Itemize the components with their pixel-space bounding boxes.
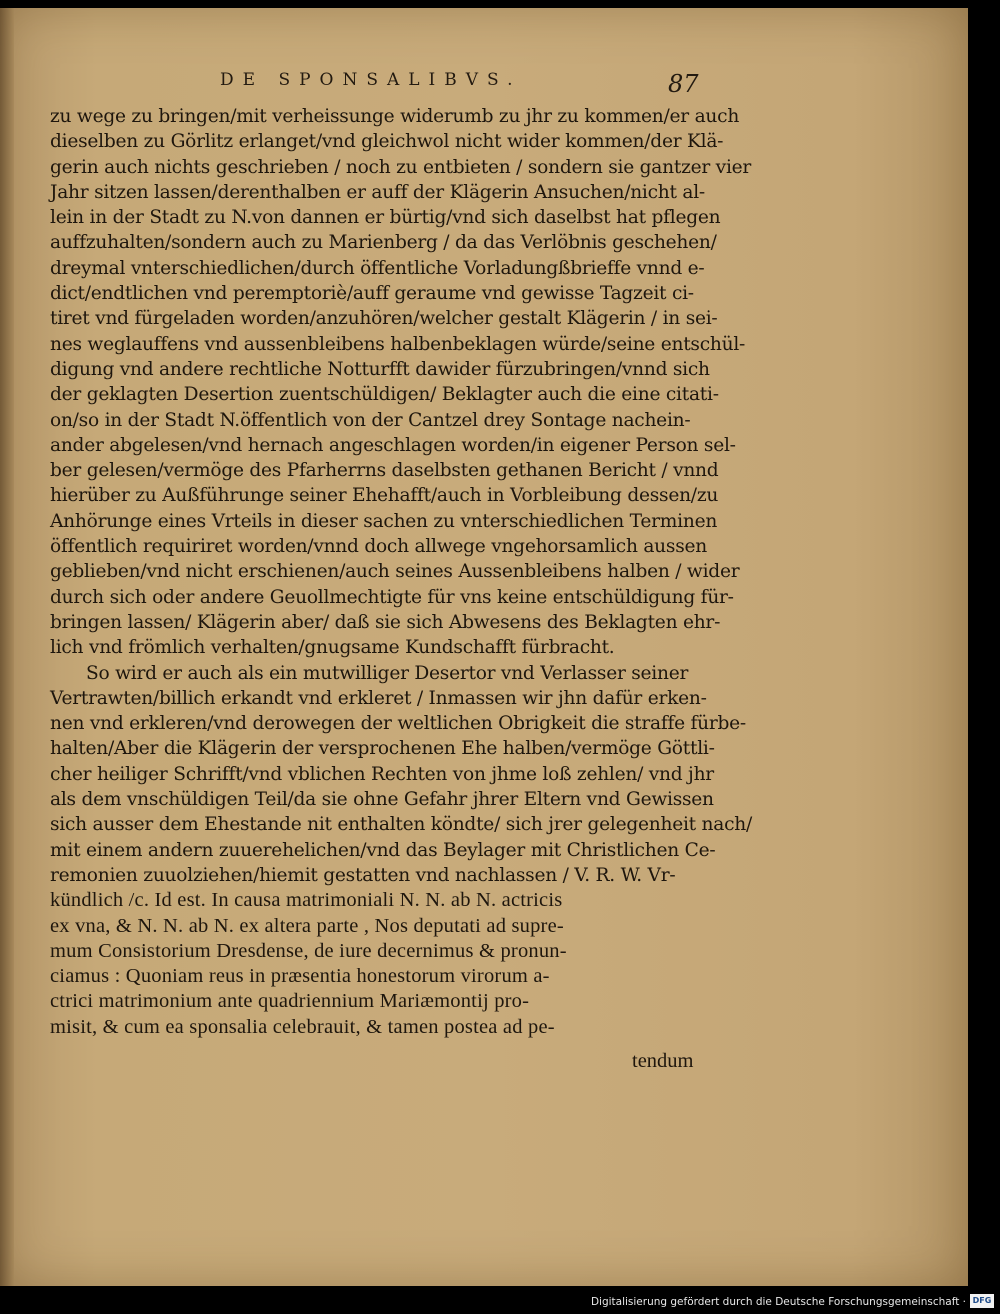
text-line: ctrici matrimonium ante quadriennium Mariæmontij pro- xyxy=(50,990,530,1013)
text-line: Vertrawten/billich erkandt vnd erkleret / Inmassen wir jhn dafür erken- xyxy=(50,687,707,709)
text-line: tiret vnd fürgeladen worden/anzuhören/welcher gestalt Klägerin / in sei- xyxy=(50,308,718,330)
text-line: hierüber zu Außführunge seiner Ehehafft/auch in Vorbleibung dessen/zu xyxy=(50,485,719,507)
text-line: lein in der Stadt zu N.von dannen er bürtig/vnd sich daselbst hat pflegen xyxy=(50,207,721,229)
text-line: ex vna, & N. N. ab N. ex altera parte , Nos deputati ad supre- xyxy=(50,914,564,937)
text-line: ciamus : Quoniam reus in præsentia honestorum virorum a- xyxy=(50,965,550,988)
text-line: cher heiliger Schrifft/vnd vblichen Rechten von jhme loß zehlen/ vnd jhr xyxy=(50,763,714,785)
text-line: durch sich oder andere Geuollmechtigte für vns keine entschüldigung für- xyxy=(50,586,734,608)
text-line: lich vnd frömlich verhalten/gnugsame Kundschafft fürbracht. xyxy=(50,637,615,659)
text-line: ander abgelesen/vnd hernach angeschlagen worden/in eigener Person sel- xyxy=(50,434,736,456)
text-line: Anhörunge eines Vrteils in dieser sachen zu vnterschiedlichen Terminen xyxy=(50,510,718,532)
text-line: gerin auch nichts geschrieben / noch zu entbieten / sondern sie gantzer vier xyxy=(50,156,752,178)
text-line: zu wege zu bringen/mit verheissunge widerumb zu jhr zu kommen/er auch xyxy=(50,106,740,127)
text-line: So wird er auch als ein mutwilliger Desertor vnd Verlasser seiner xyxy=(86,662,689,684)
text-line: der geklagten Desertion zuentschüldigen/ Beklagter auch die eine citati- xyxy=(50,384,719,406)
catchword: tendum xyxy=(632,1050,694,1072)
text-line: geblieben/vnd nicht erschienen/auch seines Aussenbleibens halben / wider xyxy=(50,561,740,583)
dfg-logo-icon: DFG xyxy=(970,1294,994,1308)
text-line: mit einem andern zuuerehelichen/vnd das Beylager mit Christlichen Ce- xyxy=(50,839,716,861)
text-line: on/so in der Stadt N.öffentlich von der Cantzel drey Sontage nachein- xyxy=(50,409,691,431)
page-binding-edge xyxy=(0,8,14,1286)
text-line: kündlich /c. Id est. In causa matrimoniali N. N. ab N. actricis xyxy=(50,889,563,912)
text-line: sich ausser dem Ehestande nit enthalten köndte/ sich jrer gelegenheit nach/ xyxy=(50,814,752,836)
text-line: Jahr sitzen lassen/derenthalben er auff der Klägerin Ansuchen/nicht al- xyxy=(50,181,705,203)
text-line: öffentlich requiriret worden/vnnd doch allwege vngehorsamlich aussen xyxy=(50,536,707,558)
text-line: nen vnd erkleren/vnd derowegen der weltlichen Obrigkeit die straffe fürbe- xyxy=(50,713,746,735)
text-line: auffzuhalten/sondern auch zu Marienberg / da das Verlöbnis geschehen/ xyxy=(50,232,717,254)
text-line: dieselben zu Görlitz erlanget/vnd gleichwol nicht wider kommen/der Klä- xyxy=(50,131,724,153)
body-text xyxy=(50,104,752,1040)
running-head: DE SPONSALIBVS. xyxy=(220,70,522,90)
text-line: halten/Aber die Klägerin der versprochenen Ehe halben/vermöge Göttli- xyxy=(50,738,715,760)
text-line: dreymal vnterschiedlichen/durch öffentliche Vorladungßbrieffe vnnd e- xyxy=(50,257,705,279)
text-line: bringen lassen/ Klägerin aber/ daß sie sich Abwesens des Beklagten ehr- xyxy=(50,611,721,633)
text-line: als dem vnschüldigen Teil/da sie ohne Gefahr jhrer Eltern vnd Gewissen xyxy=(50,789,714,811)
page-number: 87 xyxy=(668,70,699,98)
text-line: dict/endtlichen vnd peremptoriè/auff geraume vnd gewisse Tagzeit ci- xyxy=(50,283,694,305)
text-line: mum Consistorium Dresdense, de iure decernimus & pronun- xyxy=(50,939,567,962)
text-line: digung vnd andere rechtliche Notturfft dawider fürzubringen/vnnd sich xyxy=(50,358,710,380)
text-line: nes weglauffens vnd aussenbleibens halbenbeklagen würde/seine entschül- xyxy=(50,333,746,355)
text-line: ber gelesen/vermöge des Pfarherrns daselbsten gethanen Bericht / vnnd xyxy=(50,460,719,482)
text-line: misit, & cum ea sponsalia celebrauit, & tamen postea ad pe- xyxy=(50,1015,555,1038)
text-line: remonien zuuolziehen/hiemit gestatten vnd nachlassen / V. R. W. Vr- xyxy=(50,864,676,886)
funding-credit: Digitalisierung gefördert durch die Deutsche Forschungsgemeinschaft · xyxy=(590,1296,966,1308)
